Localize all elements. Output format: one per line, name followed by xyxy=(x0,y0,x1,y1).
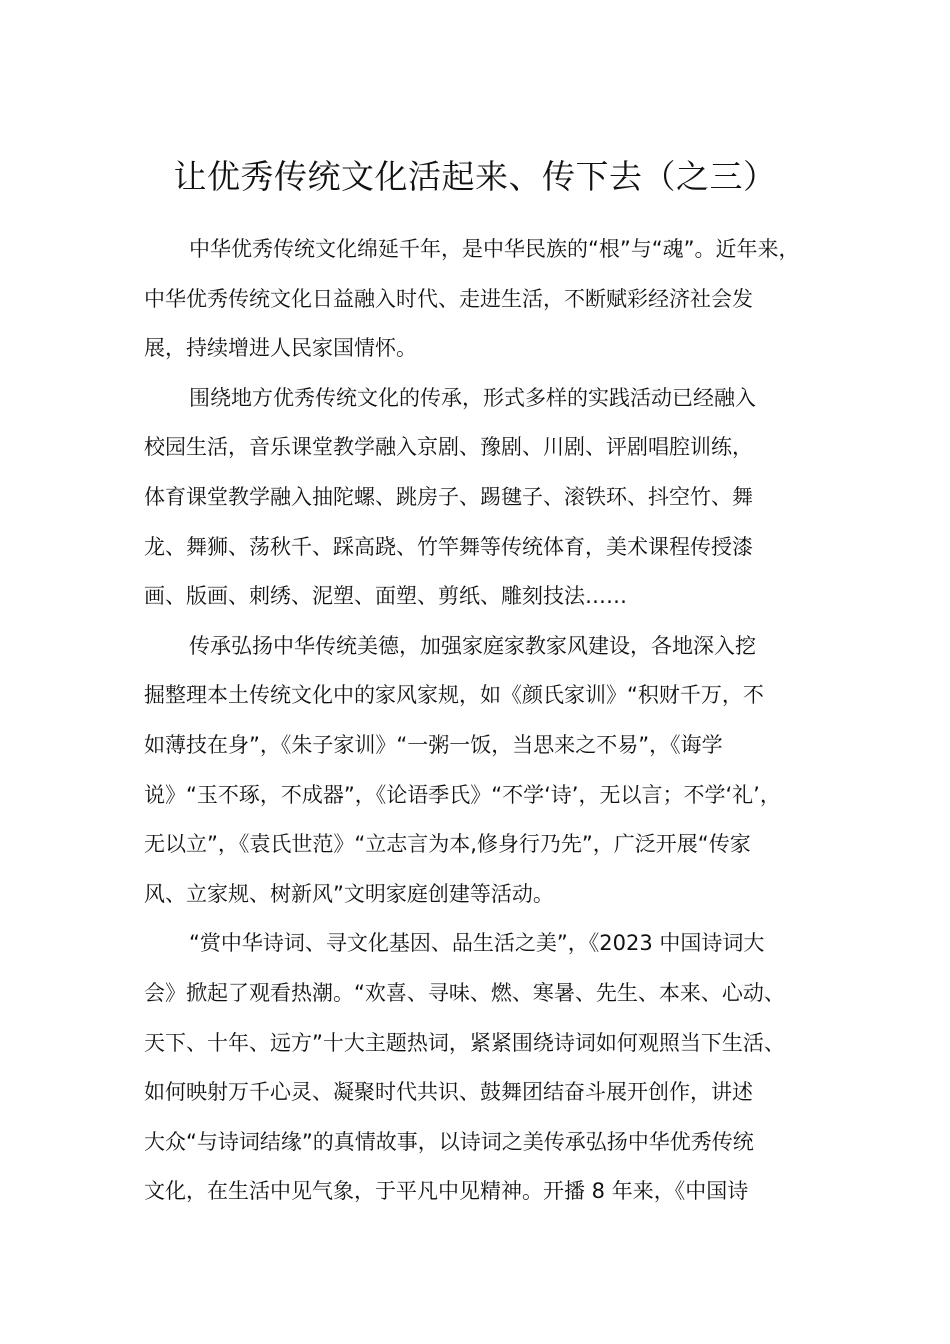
text-line: 校园生活，音乐课堂教学融入京剧、豫剧、川剧、评剧唱腔训练， xyxy=(144,435,753,460)
text-line: 文化，在生活中见气象，于平凡中见精神。开播 8 年来，《中国诗 xyxy=(144,1179,749,1204)
document-body xyxy=(144,225,834,1217)
paragraph-3 xyxy=(144,622,834,920)
document-title: 让优秀传统文化活起来、传下去（之三） xyxy=(173,157,777,196)
text-line: 掘整理本土传统文化中的家风家规，如《颜氏家训》“积财千万，不 xyxy=(144,683,764,708)
text-line: 大众“与诗词结缘”的真情故事，以诗词之美传承弘扬中华优秀传统 xyxy=(144,1129,754,1154)
text-line: 天下、十年、远方”十大主题热词，紧紧围绕诗词如何观照当下生活、 xyxy=(144,1030,785,1055)
text-line: 会》掀起了观看热潮。“欢喜、寻味、燃、寒暑、先生、本来、心动、 xyxy=(144,980,785,1005)
text-line: 画、版画、刺绣、泥塑、面塑、剪纸、雕刻技法…… xyxy=(144,584,627,609)
text-line: 如薄技在身”，《朱子家训》“一粥一饭，当思来之不易”，《诲学 xyxy=(144,732,723,757)
text-line: 无以立”，《袁氏世范》“立志言为本,修身行乃先”，广泛开展“传家 xyxy=(144,832,751,857)
text-line: 展，持续增进人民家国情怀。 xyxy=(144,336,417,361)
text-line: 体育课堂教学融入抽陀螺、跳房子、踢毽子、滚铁环、抖空竹、舞 xyxy=(144,484,753,509)
text-line: “赏中华诗词、寻文化基因、品生活之美”，《2023 中国诗词大 xyxy=(189,931,765,956)
text-line: 风、立家规、树新风”文明家庭创建等活动。 xyxy=(144,881,554,906)
text-line: 围绕地方优秀传统文化的传承，形式多样的实践活动已经融入 xyxy=(189,385,756,410)
text-line: 传承弘扬中华传统美德，加强家庭家教家风建设，各地深入挖 xyxy=(189,633,756,658)
text-line: 中华优秀传统文化绵延千年，是中华民族的“根”与“魂”。近年来， xyxy=(189,237,800,261)
text-line: 说》“玉不琢，不成器”，《论语季氏》“不学‘诗’，无以言；不学‘礼’， xyxy=(144,782,781,807)
paragraph-4 xyxy=(144,919,834,1217)
text-line: 龙、舞狮、荡秋千、踩高跷、竹竿舞等传统体育，美术课程传授漆 xyxy=(144,534,753,559)
paragraph-1 xyxy=(144,225,834,374)
text-line: 中华优秀传统文化日益融入时代、走进生活，不断赋彩经济社会发 xyxy=(144,286,753,311)
text-line: 如何映射万千心灵、凝聚时代共识、鼓舞团结奋斗展开创作，讲述 xyxy=(144,1080,753,1105)
paragraph-2 xyxy=(144,374,834,622)
